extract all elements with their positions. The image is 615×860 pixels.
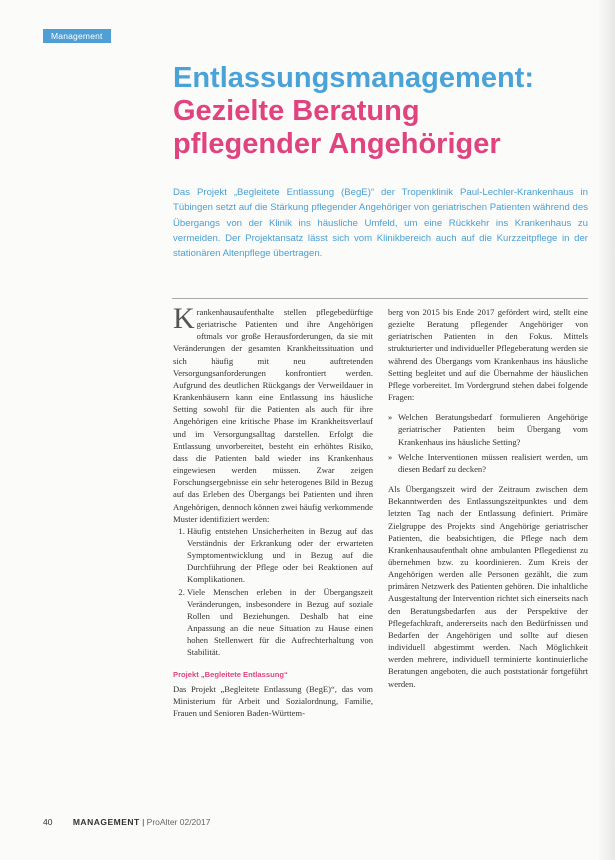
footer-separator: | [142, 817, 145, 827]
page-number: 40 [43, 817, 53, 827]
list-item: 1. Häufig entstehen Unsicherheiten in Bezug auf das Verständnis der Erkrankung oder der erwarteten Symptomentwicklung und in Bezug auf die Durchführung der Pflege oder bei Reaktionen auf Komplikationen. [187, 525, 373, 586]
body-paragraph: Das Projekt „Begleitete Entlassung (BegE)“, das vom Ministerium für Arbeit und Sozialordnung, Familie, Frauen und Senioren Baden-Württem- [173, 683, 373, 718]
list-item: » Welchen Beratungsbedarf formulieren Angehörige geriatrischer Patienten beim Übergang vom Krankenhaus ins häusliche Setting? [388, 411, 588, 447]
drop-cap: K [173, 302, 195, 335]
list-item: » Welche Interventionen müssen realisiert werden, um diesen Bedarf zu decken? [388, 451, 588, 475]
divider [172, 298, 588, 299]
section-heading: Projekt „Begleitete Entlassung“ [173, 669, 288, 679]
title-line-2: Gezielte Beratung [173, 95, 420, 127]
body-paragraph: berg von 2015 bis Ende 2017 gefördert wird, stellt eine gezielte Beratung pflegender Angehöriger von geriatrischen Patienten in den Fokus. Mittels strukturierter und individueller Pflegeberatung werden sie während des Übergangs vom Krankenhaus ins häusliche Setting begleitet und auf die Übernahme der häuslichen Pflege vorbereitet. Im Vordergrund stehen dabei folgende Fragen: [388, 307, 588, 403]
intro-paragraph [173, 302, 373, 525]
body-paragraph: Als Übergangszeit wird der Zeitraum zwischen dem Bekanntwerden des Entlassungszeitpunktes und dem letzten Tag nach der Entlassung definiert. Primäre Zielgruppe des Projekts sind Angehörige geriatrischer Patienten, die beabsichtigen, die Pflege nach dem Krankenhausaufenthalt ohne ambulanten Pflegedienst zu übernehmen bzw. zu koordinieren. Zum Kreis der Angehörigen werden alle Personen gezählt, die zum primären Netzwerk des Patienten gehören. Die inhaltliche Ausgestaltung der Intervention richtet sich einerseits nach den Beratungsbedarfen aus der Perspektive der Pflegefachkraft, andererseits nach den Bedürfnissen und Bedarfen der Angehörigen und sollte auf diesen individuell abgestimmt werden. Nach Möglichkeit werden mehrere, individuell terminierte kontinuierliche Beratungen angeboten, die auch poststationär fortgeführt werden. [388, 484, 588, 689]
bullet-list [388, 411, 588, 475]
page-edge-shadow [597, 0, 615, 860]
category-tag: Management [43, 29, 111, 43]
title-line-1: Entlassungsmanagement: [173, 62, 534, 94]
right-column [388, 306, 588, 690]
intro-text: rankenhausaufenthalte stellen pflegebedürftige geriatrische Patienten und ihre Angehörigen oftmals vor große Herausforderungen, da sie mit Veränderungen der gesamten Krankheitssituation und sich häufig mit neu auftretenden Versorgungsanforderungen konfrontiert werden. Aufgrund des deutlichen Rückgangs der Verweildauer in Krankenhäusern kann eine Entlassung ins häusliche Setting sowohl für die Patienten als auch für ihre Angehörigen eine kritische Phase im Krankheitsverlauf und im Versorgungsalltag darstellen. Erfolgt die Entlassung unvorbereitet, besteht ein erhöhtes Risiko, dass die Patienten bald wieder ins Krankenhaus eingewiesen werden müssen. Zwar zeigen Forschungsergebnisse ein sehr heterogenes Bild in Bezug auf das Erleben des Übergangs bei Patienten und ihren Angehörigen, dennoch können zwei häufig verkommende Muster identifiziert werden: [173, 307, 373, 524]
left-column [173, 302, 373, 719]
numbered-list [173, 525, 373, 659]
footer-publication: ProAlter 02/2017 [146, 817, 211, 827]
footer-section: MANAGEMENT [72, 817, 140, 827]
title-line-3: pflegender Angehöriger [173, 128, 501, 160]
list-item: 2. Viele Menschen erleben in der Übergangszeit Veränderungen, insbesondere in Bezug auf soziale Rollen und Beziehungen. Deshalb hat eine Anpassung an die neue Situation zu Hause einen hohen Stellenwert für die Aufrechterhaltung von Stabilität. [187, 586, 373, 659]
page-footer [43, 817, 543, 827]
lead-paragraph: Das Projekt „Begleitete Entlassung (BegE)“ der Tropenklinik Paul-Lechler-Krankenhaus in Tübingen setzt auf die Stärkung pflegender Angehöriger von geriatrischen Patienten während des Übergangs von der Klinik ins häusliche Umfeld, um eine Rückkehr ins Krankenhaus zu vermeiden. Der Projektansatz lässt sich vom Klinikbereich auch auf die Kurzzeitpflege in der stationären Altenpflege übertragen. [173, 187, 588, 260]
article-title [173, 62, 593, 161]
